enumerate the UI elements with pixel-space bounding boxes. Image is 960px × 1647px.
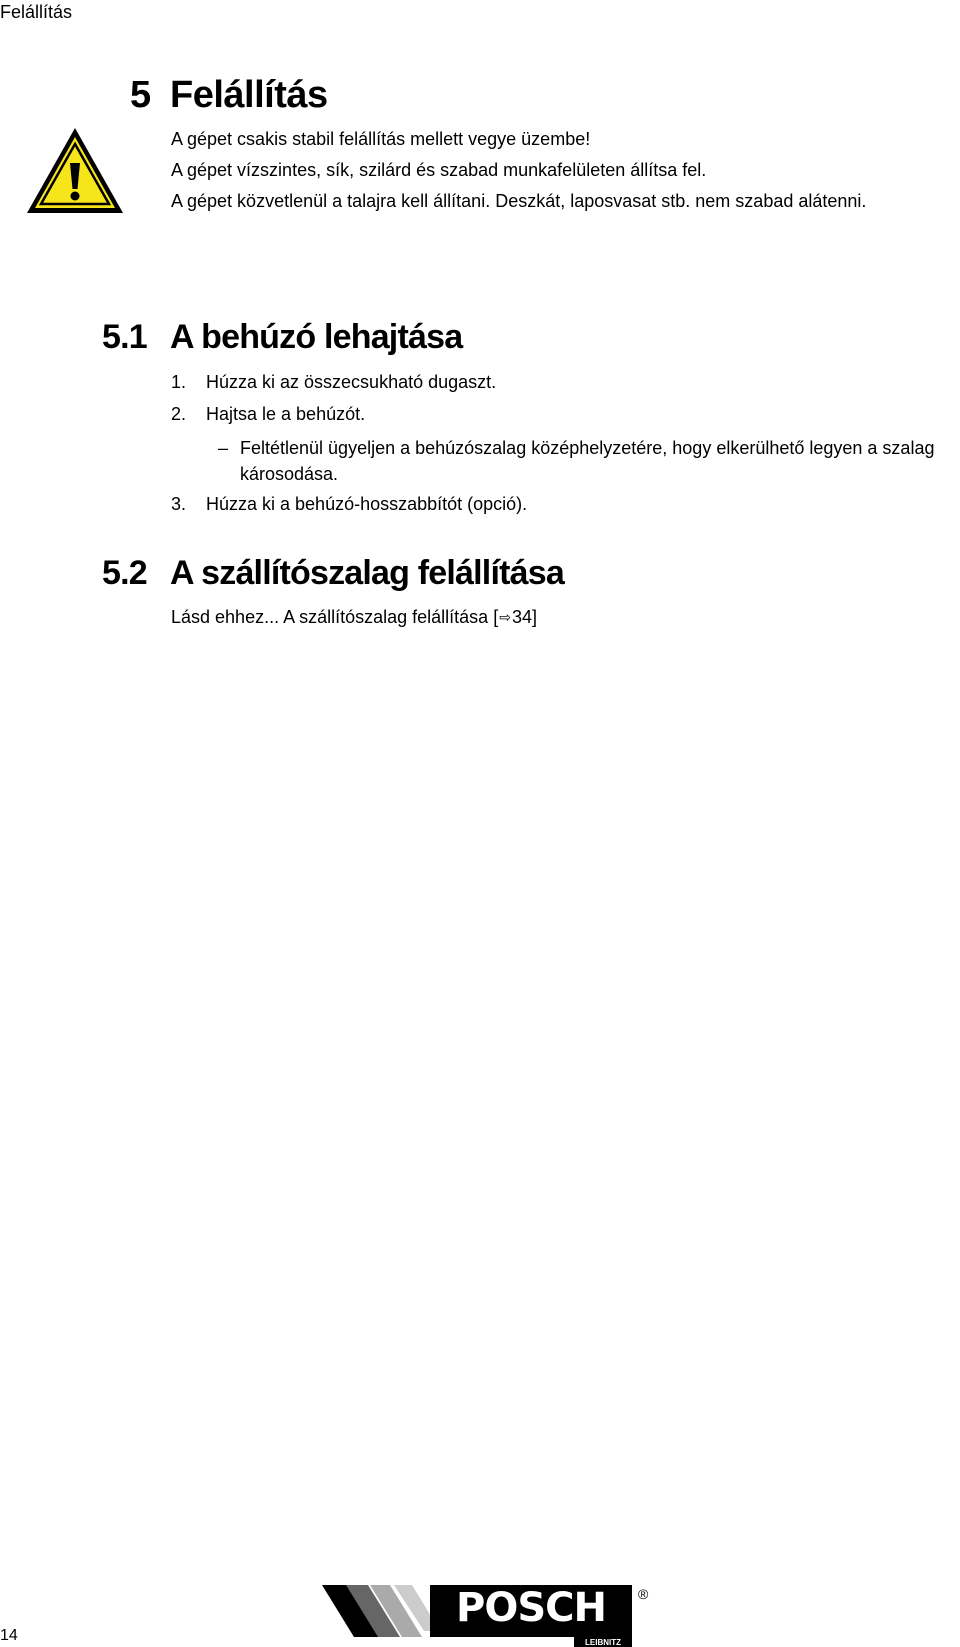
step-number: 1.: [171, 372, 187, 392]
warning-triangle-icon: [24, 125, 126, 217]
logo-text: POSCH: [456, 1585, 606, 1631]
step-number: 3.: [171, 494, 187, 514]
step-item: [171, 404, 365, 425]
step-text: Hajtsa le a behúzót.: [206, 404, 366, 424]
subsection-heading-5-2: [102, 554, 564, 593]
step-text: Húzza ki a behúzó-hosszabbítót (opció).: [206, 494, 528, 514]
paragraph-ground-placement: A gépet közvetlenül a talajra kell állítani. Deszkát, laposvasat stb. nem szabad alátenni.: [171, 191, 867, 211]
cross-reference: [171, 607, 537, 628]
page-number: 14: [0, 1627, 18, 1644]
reference-arrow-icon: ⇨: [499, 609, 511, 625]
step-item: [171, 494, 527, 515]
step-item: [171, 372, 496, 393]
section-number: 5: [130, 74, 151, 116]
cross-reference-text: Lásd ehhez... A szállítószalag felállítása [: [171, 607, 499, 627]
paragraph-level-surface: A gépet vízszintes, sík, szilárd és szabad munkafelületen állítsa fel.: [171, 160, 707, 180]
section-heading: [130, 74, 328, 117]
logo-subtext: LEIBNITZ: [585, 1638, 621, 1647]
subsection-title: A behúzó lehajtása: [170, 318, 463, 356]
dash-bullet: –: [218, 438, 229, 458]
subsection-number: 5.1: [102, 318, 147, 356]
dash-bullet-item: [218, 435, 960, 487]
subsection-title: A szállítószalag felállítása: [170, 554, 564, 592]
step-number: 2.: [171, 404, 187, 424]
cross-reference-page[interactable]: 34]: [511, 607, 537, 627]
subsection-number: 5.2: [102, 554, 147, 592]
paragraph-stable-setup: A gépet csakis stabil felállítás mellett vegye üzembe!: [171, 129, 591, 149]
dash-bullet-text: Feltétlenül ügyeljen a behúzószalag középhelyzetére, hogy elkerülhető legyen a szalag károsodása.: [240, 438, 935, 484]
section-title: Felállítás: [170, 74, 328, 116]
subsection-heading-5-1: [102, 318, 462, 357]
step-text: Húzza ki az összecsukható dugaszt.: [206, 372, 497, 392]
registered-mark: ®: [638, 1586, 649, 1602]
posch-logo: [322, 1575, 652, 1647]
running-header: Felállítás: [0, 2, 73, 22]
